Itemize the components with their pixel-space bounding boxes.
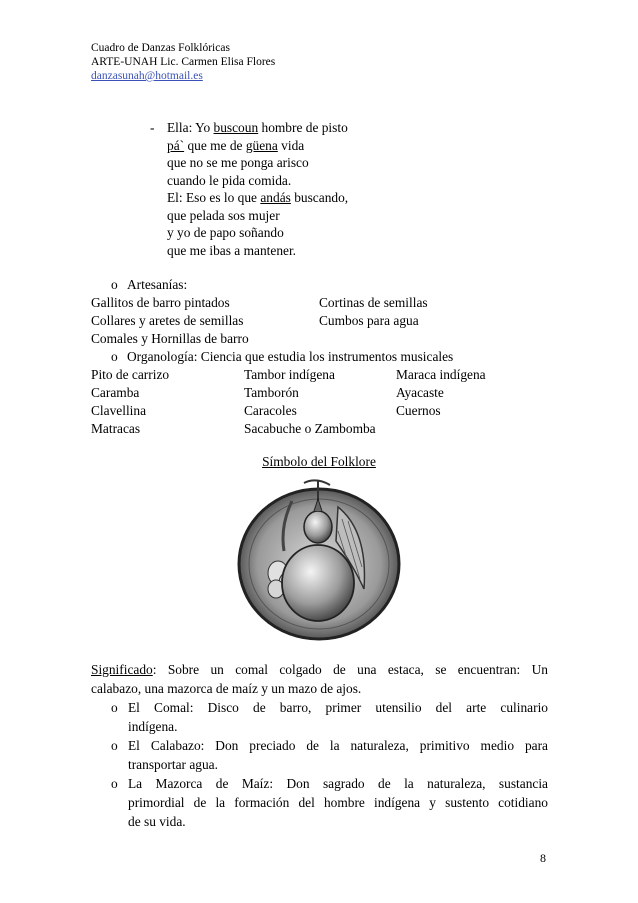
poem-line-4: cuando le pida comida. [167,172,292,188]
poem-line-8: que me ibas a mantener. [167,242,297,258]
artesania-item: Cumbos para agua [319,313,419,328]
instrument-item: Ayacaste [396,385,444,400]
folklore-symbol-image [226,471,412,646]
list-item: El Calabazo: Don preciado de la naturaleza, primitivo medio para transportar agua. [128,738,548,772]
poem-line-2: pá` que me de güena vida [167,137,305,153]
instrument-item: Caramba [91,385,140,400]
poem-line-6: que pelada sos mujer [167,207,280,223]
artesania-item: Comales y Hornillas de barro [91,331,249,346]
item-bullet: o [111,776,118,791]
artesania-item: Gallitos de barro pintados [91,295,230,310]
poem-dash: - [150,120,155,135]
significado-label: Significado [91,662,153,677]
instrument-item: Matracas [91,421,141,436]
header-title: Cuadro de Danzas Folklóricas [91,42,230,54]
significado-paragraph: Significado: Sobre un comal colgado de una estaca, se encuentran: Un calabazo, una mazorca de maíz y un mazo de ajos. [91,662,548,696]
poem-line-1: Ella: Yo buscoun hombre de pisto [167,120,348,135]
instrument-item: Pito de carrizo [91,367,170,382]
poem-line-7: y yo de papo soñando [167,225,284,240]
artesanias-heading: o Artesanías: [111,277,188,292]
instrument-item: Tambor indígena [244,367,335,382]
instrument-item: Clavellina [91,403,147,418]
poem-block [150,119,348,259]
header-author: ARTE-UNAH Lic. Carmen Elisa Flores [91,56,276,68]
item-bullet: o [111,700,118,715]
page-number: 8 [540,851,546,865]
instrument-item: Caracoles [244,403,297,418]
instrument-item: Cuernos [396,403,441,418]
symbol-title: Símbolo del Folklore [262,454,376,469]
artesania-item: Cortinas de semillas [319,295,428,310]
instrument-item: Sacabuche o Zambomba [244,421,376,436]
list-item: La Mazorca de Maíz: Don sagrado de la naturaleza, sustancia primordial de la formación del hombre indígena y sustento cotidiano de su vida. [128,776,548,829]
organologia-heading: o Organología: Ciencia que estudia los instrumentos musicales [111,349,454,364]
instrument-item: Tamborón [244,385,299,400]
item-bullet: o [111,738,118,753]
header-email-link[interactable]: danzasunah@hotmail.es [91,70,203,82]
list-item: El Comal: Disco de barro, primer utensilio del arte culinario indígena. [128,700,548,734]
poem-line-5: El: Eso es lo que andás buscando, [167,190,349,205]
instrument-item: Maraca indígena [396,367,486,382]
artesania-item: Collares y aretes de semillas [91,313,244,328]
poem-line-3: que no se me ponga arisco [167,155,309,170]
